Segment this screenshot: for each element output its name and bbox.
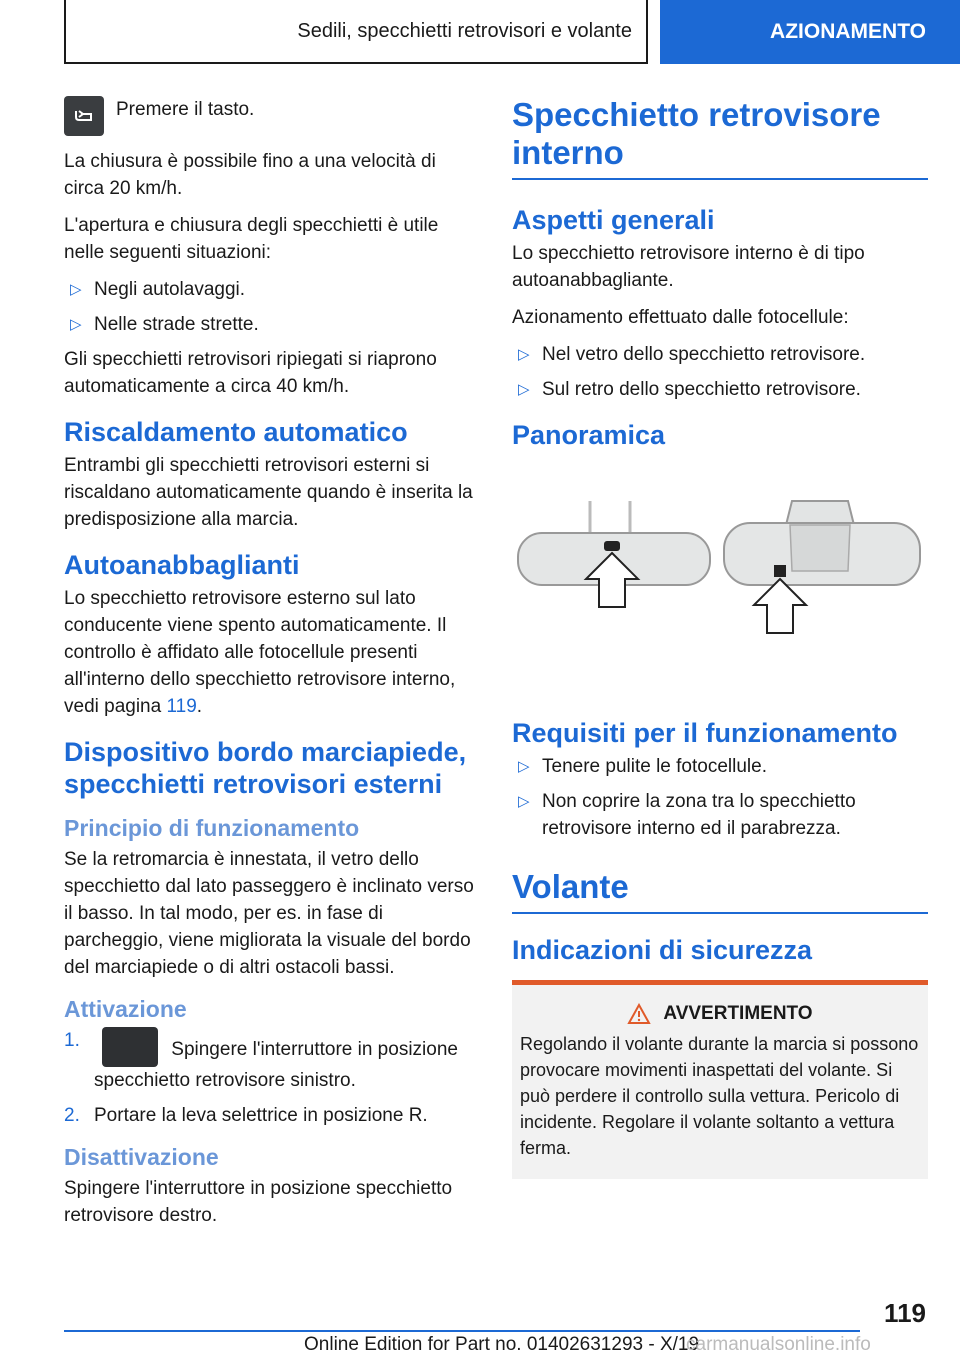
triangle-bullet-icon: ▷ (518, 381, 530, 398)
list-item-text: Negli autolavaggi. (94, 279, 246, 300)
paragraph-principio: Se la retromarcia è innestata, il vetro dello specchietto dal lato passeggero è inclinato verso il basso. In tal modo, per es. in fase di parcheggio, viene migliorata la visuale del bordo del marciapiede o di altri ostacoli bassi. (64, 849, 474, 978)
heading-riscaldamento: Riscaldamento automatico (64, 417, 408, 447)
mirror-switch-icon (102, 1027, 158, 1067)
step-number: 1. (64, 1030, 80, 1051)
triangle-bullet-icon: ▷ (518, 346, 530, 363)
mirror-overview-figure (512, 461, 928, 701)
paragraph-aspetti: Lo specchietto retrovisore interno è di tipo autoanabbagliante. (512, 243, 865, 291)
warning-triangle-icon (627, 1003, 651, 1025)
warning-text: Regolando il volante durante la marcia si possono provocare movimenti inaspettati del volante. Si può perdere il controllo sulla vettura. Pericolo di incidente. Regolare il volante soltanto a vettura ferma. (520, 1034, 919, 1158)
footer-edition: Online Edition for Part no. 01402631293 - X/19 (304, 1334, 700, 1355)
heading-attivazione: Attivazione (64, 996, 187, 1022)
paragraph-disattivazione: Spingere l'interruttore in posizione specchietto retrovisore destro. (64, 1178, 453, 1226)
list-item-text: Nel vetro dello specchietto retrovisore. (542, 344, 866, 365)
heading-aspetti: Aspetti generali (512, 205, 715, 235)
list-item-text: Nelle strade strette. (94, 314, 259, 335)
heading-dispositivo: Dispositivo bordo marciapiede, specchietti retrovisori esterni (64, 737, 467, 799)
footer-divider (64, 1330, 860, 1332)
section-title: Sedili, specchietti retrovisori e volante (297, 19, 632, 42)
heading-principio: Principio di funzionamento (64, 815, 360, 841)
header-section-title (64, 0, 648, 64)
press-button-row (64, 96, 478, 136)
autoanabbaglianti-text-end: . (196, 696, 203, 717)
header-chapter-tab (660, 0, 960, 64)
photocell-list (512, 341, 928, 403)
list-item-text: Tenere pulite le fotocellule. (542, 756, 767, 777)
page-number: 119 (884, 1298, 926, 1328)
list-item (64, 276, 478, 303)
triangle-bullet-icon: ▷ (518, 793, 530, 810)
chapter-title: AZIONAMENTO (770, 20, 926, 43)
list-item-text: Non coprire la zona tra lo specchietto retrovisore interno ed il parabrezza. (542, 791, 856, 839)
watermark: carmanualsonline.info (686, 1334, 871, 1355)
page-link[interactable]: 119 (166, 696, 197, 717)
paragraph-situations: L'apertura e chiusura degli specchietti è utile nelle seguenti situazioni: (64, 215, 439, 263)
list-item (512, 788, 928, 842)
step-item (64, 1027, 478, 1094)
step-text: Spingere l'interruttore in posizione specchietto retrovisore sinistro. (94, 1039, 458, 1091)
list-item (512, 753, 928, 780)
paragraph-riscaldamento: Entrambi gli specchietti retrovisori esterni si riscaldano automaticamente quando è inserita la predisposizione alla marcia. (64, 455, 473, 530)
heading-panoramica: Panoramica (512, 420, 666, 450)
situations-list (64, 276, 478, 338)
warning-title-text: AVVERTIMENTO (663, 1003, 813, 1024)
requirements-list (512, 753, 928, 842)
list-item (64, 311, 478, 338)
warning-title (520, 1003, 920, 1025)
step-item (64, 1102, 478, 1129)
heading-disattivazione: Disattivazione (64, 1144, 219, 1170)
right-column (512, 96, 928, 1179)
autoanabbaglianti-text: Lo specchietto retrovisore esterno sul lato conducente viene spento automaticamente. Il controllo è affidato alle fotocellule presenti all'interno dello specchietto retrovisore interno, vedi pagina (64, 588, 456, 717)
paragraph-speed-limit: La chiusura è possibile fino a una velocità di circa 20 km/h. (64, 151, 436, 199)
press-button-text: Premere il tasto. (116, 99, 255, 120)
mirror-illustration (512, 461, 928, 701)
paragraph-autoanabbaglianti (64, 585, 478, 720)
left-column (64, 96, 478, 1239)
heading-specchietto-interno: Specchietto retrovisore interno (512, 96, 928, 180)
step-number: 2. (64, 1105, 80, 1126)
mirror-fold-button-icon (64, 96, 104, 136)
heading-autoanabbaglianti: Autoanabbaglianti (64, 550, 300, 580)
heading-requisiti: Requisiti per il funzionamento (512, 718, 898, 748)
triangle-bullet-icon: ▷ (518, 758, 530, 775)
activation-steps (64, 1027, 478, 1129)
triangle-bullet-icon: ▷ (70, 316, 82, 333)
paragraph-reopen: Gli specchietti retrovisori ripiegati si riaprono automaticamente a circa 40 km/h. (64, 349, 437, 397)
paragraph-azionamento: Azionamento effettuato dalle fotocellule: (512, 307, 849, 328)
warning-box (512, 980, 928, 1179)
list-item (512, 376, 928, 403)
list-item-text: Sul retro dello specchietto retrovisore. (542, 379, 861, 400)
list-item (512, 341, 928, 368)
step-text: Portare la leva selettrice in posizione R. (94, 1105, 428, 1126)
triangle-bullet-icon: ▷ (70, 281, 82, 298)
heading-volante: Volante (512, 868, 928, 914)
heading-indicazioni: Indicazioni di sicurezza (512, 935, 813, 965)
